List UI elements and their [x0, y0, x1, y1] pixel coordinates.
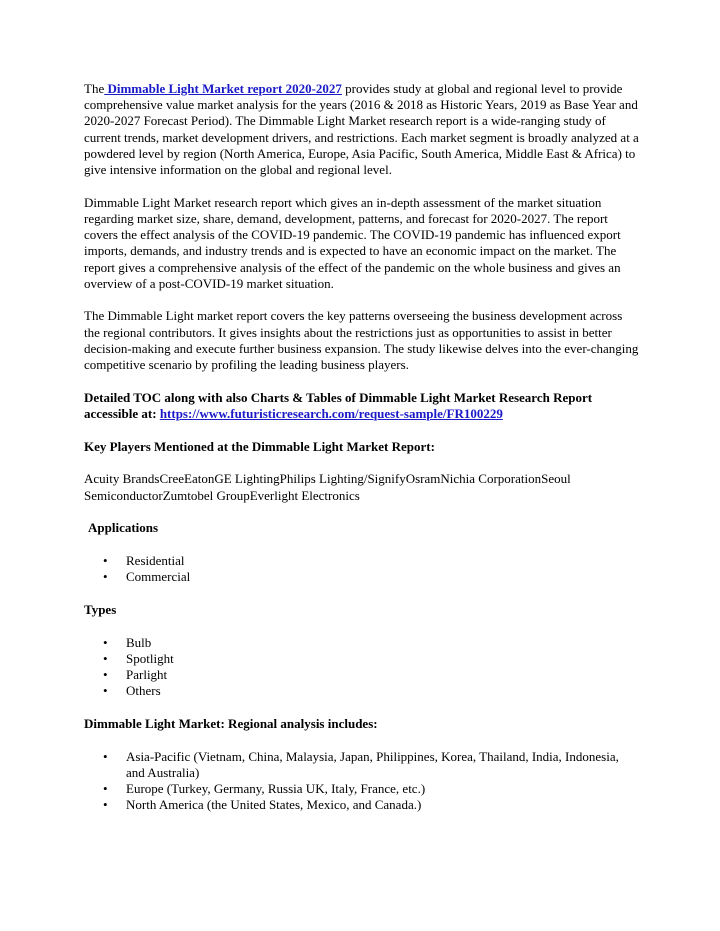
- key-players-heading: Key Players Mentioned at the Dimmable Light Market Report:: [84, 438, 435, 454]
- intro-paragraph: [84, 81, 640, 178]
- assessment-paragraph: Dimmable Light Market research report which gives an in-depth assessment of the market situation regarding market size, share, demand, development, patterns, and forecast for 2020-2027. The report covers the effect analysis of the COVID-19 pandemic. The COVID-19 pandemic has influenced export imports, demands, and industry trends and is expected to have an economic impact on the market. The report gives a comprehensive analysis of the effect of the pandemic on the whole business and gives an overview of a post-COVID-19 market situation.: [84, 194, 621, 291]
- applications-heading: Applications: [88, 520, 159, 536]
- bullet-icon: •: [103, 552, 108, 568]
- key-players-list: Acuity BrandsCreeEatonGE LightingPhilips Lighting/SignifyOsramNichia CorporationSeoul SemiconductorZumtobel GroupEverlight Electronics: [84, 471, 571, 503]
- list-item: • Commercial: [103, 569, 191, 585]
- bullet-icon: •: [103, 683, 108, 699]
- intro-text: provides study at global and regional level to provide comprehensive value market analysis for the years (2016 & 2018 as Historic Years, 2019 as Base Year and 2020-2027 Forecast Period). The Dimmable Light Market research report is a wide-ranging study of current trends, market development drivers, and restrictions. Each market segment is broadly analyzed at a powdered level by region (North America, Europe, Asia Pacific, South America, Middle East & Africa) to give intensive information on the global and regional level.: [84, 81, 639, 178]
- types-list: [84, 635, 640, 700]
- list-item: • Parlight: [103, 666, 168, 682]
- sample-request-link[interactable]: https://www.futuristicresearch.com/request-sample/FR100229: [159, 405, 503, 421]
- toc-paragraph: [84, 390, 640, 422]
- regional-list: [84, 749, 640, 814]
- intro-prefix: The: [84, 81, 105, 96]
- list-item: • Bulb: [103, 634, 152, 650]
- list-item: • Residential: [103, 552, 185, 568]
- bullet-icon: •: [103, 666, 108, 682]
- report-title-link[interactable]: Dimmable Light Market report 2020-2027: [104, 81, 342, 96]
- list-item: • Spotlight: [103, 650, 174, 666]
- document-page: [84, 81, 640, 830]
- patterns-paragraph: The Dimmable Light market report covers the key patterns overseeing the business development across the regional contributors. It gives insights about the restrictions just as opportunities to assist in better decision-making and execute further business expansion. The study likewise delves into the ever-changing competitive scenario by profiling the leading business players.: [84, 308, 639, 373]
- list-item: • Asia-Pacific (Vietnam, China, Malaysia, Japan, Philippines, Korea, Thailand, India, Indonesia, and Australia): [103, 748, 619, 780]
- toc-text: Detailed TOC along with also Charts & Tables of Dimmable Light Market Research Report accessible at:: [84, 389, 593, 421]
- bullet-icon: •: [103, 634, 108, 650]
- bullet-icon: •: [103, 748, 108, 764]
- bullet-icon: •: [103, 650, 108, 666]
- bullet-icon: •: [103, 797, 108, 813]
- list-item: • North America (the United States, Mexico, and Canada.): [103, 797, 422, 813]
- bullet-icon: •: [103, 781, 108, 796]
- regional-heading: Dimmable Light Market: Regional analysis includes:: [84, 715, 378, 731]
- bullet-icon: •: [103, 569, 108, 585]
- list-item: • Europe (Turkey, Germany, Russia UK, Italy, France, etc.): [103, 781, 426, 796]
- applications-list: [84, 553, 640, 585]
- list-item: • Others: [103, 683, 161, 699]
- types-heading: Types: [84, 601, 117, 617]
